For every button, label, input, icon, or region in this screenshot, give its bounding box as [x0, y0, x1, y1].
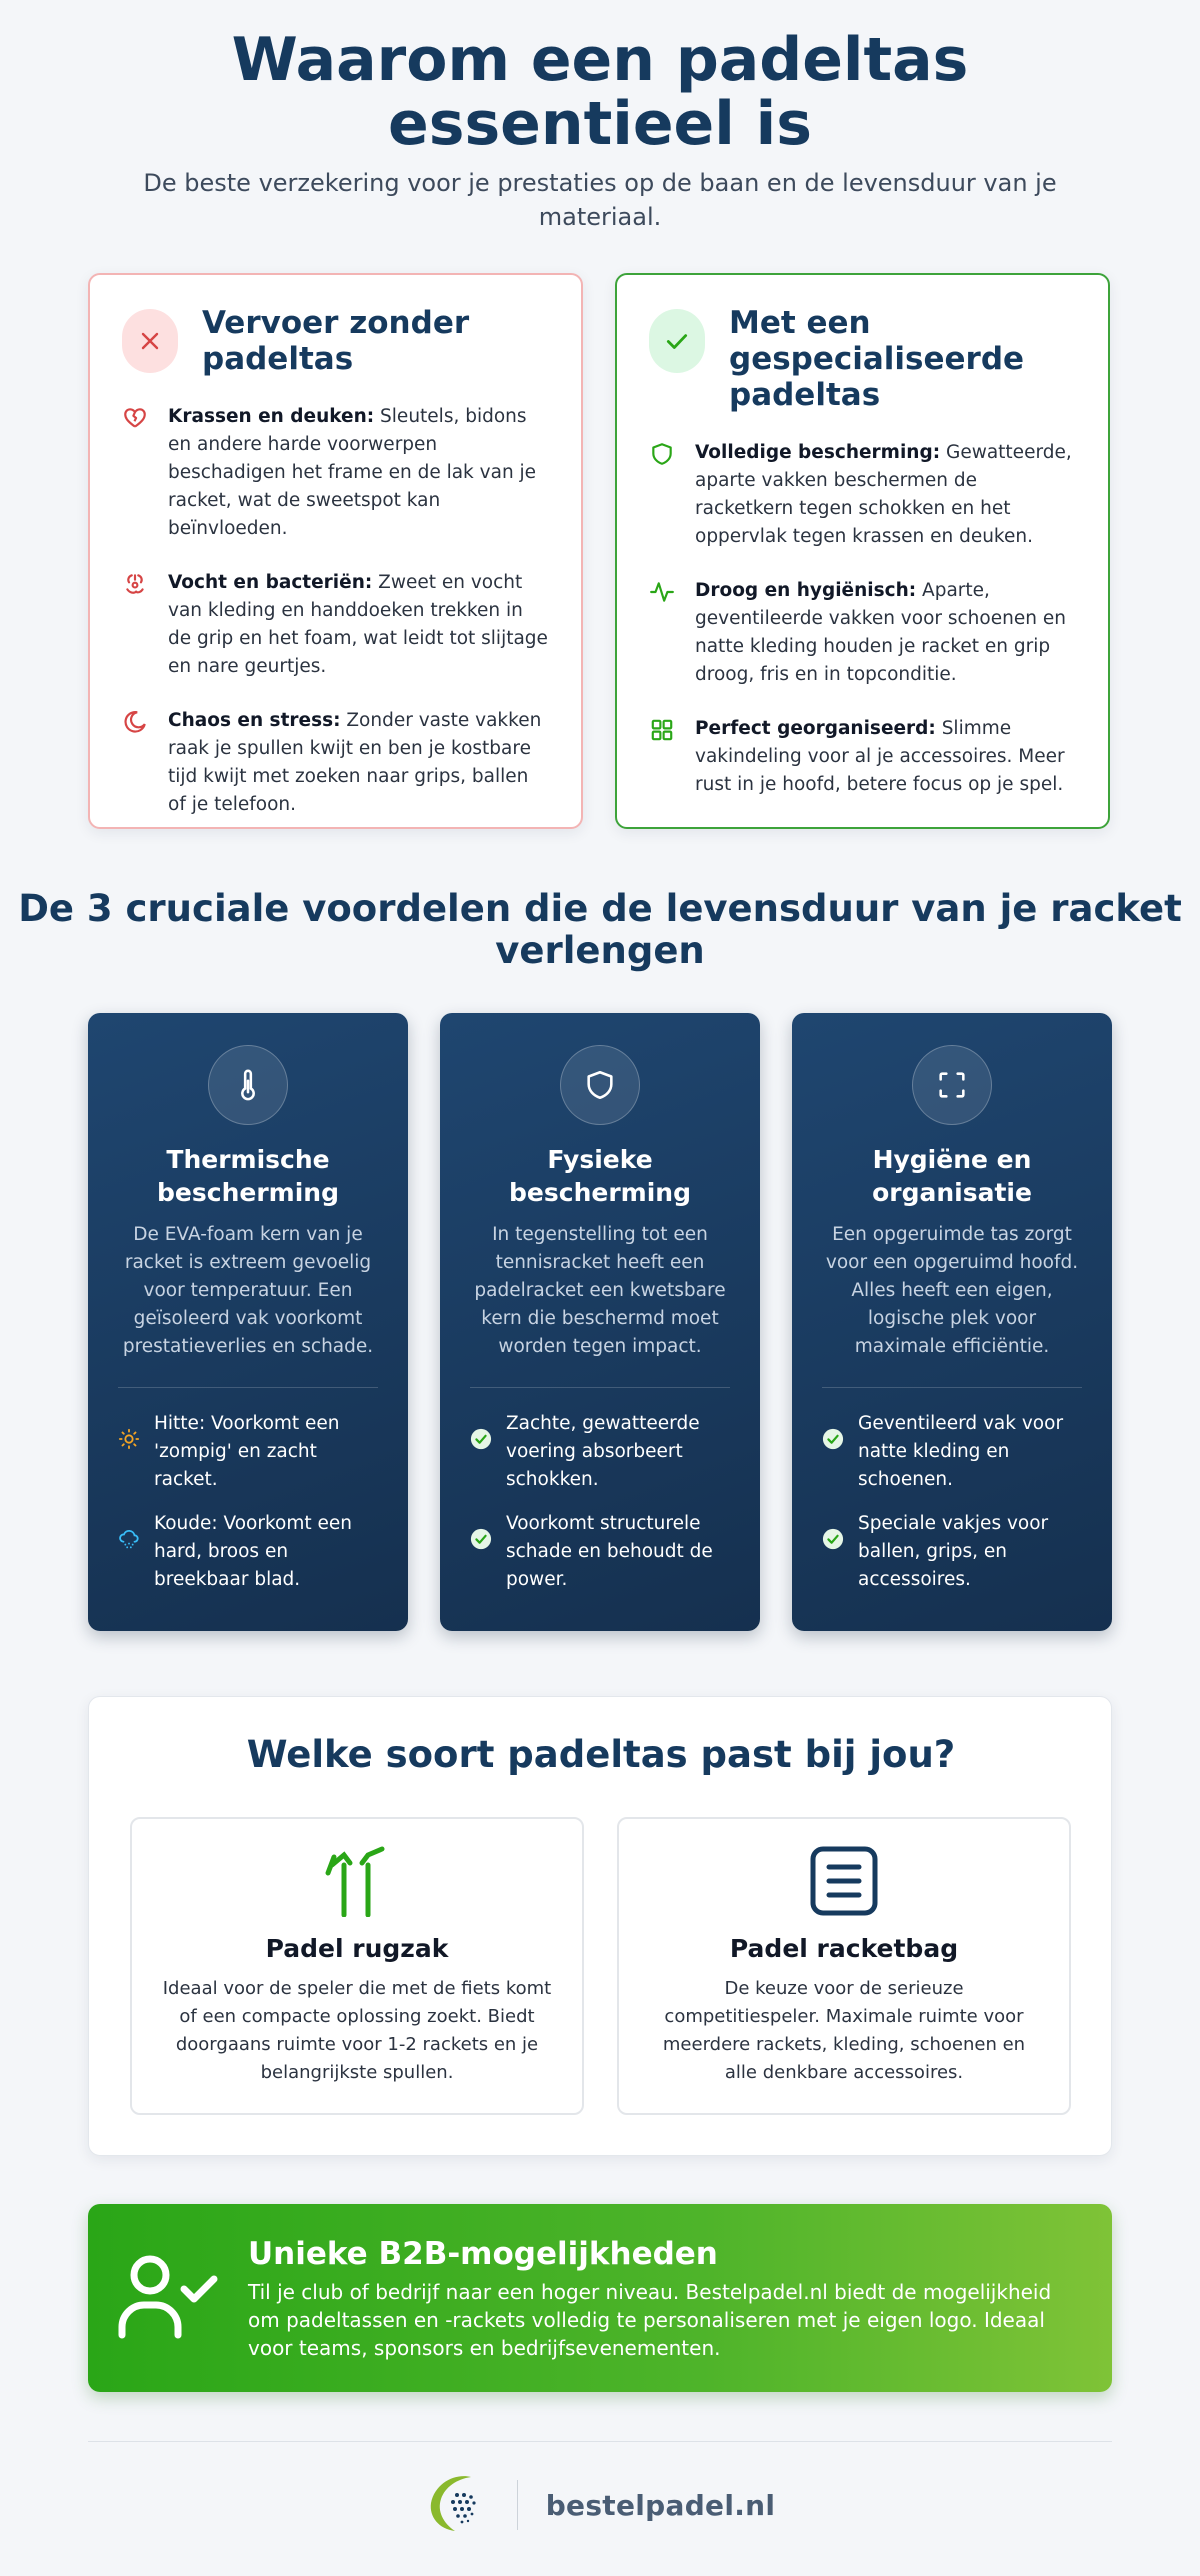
biohazard-icon — [122, 569, 150, 681]
list-item: Zachte, gewatteerde voering absorbeert schokken. — [470, 1410, 730, 1494]
benefit-title: Fysieke bescherming — [509, 1145, 691, 1207]
benefit-title: Hygiëne en organisatie — [872, 1145, 1032, 1207]
page-title: Waarom een padeltas essentieel is — [231, 25, 969, 159]
bag-type-description: De keuze voor de serieuze competitiespeler. Maximale ruimte voor meerdere rackets, kleding, schoenen en alle denkbare accessoires. — [662, 1978, 1026, 2083]
bag-type-card-backpack — [130, 1817, 584, 2115]
benefit-card-thermal — [88, 1013, 408, 1631]
benefit-description: In tegenstelling tot een tennisracket heeft een padelracket een kwetsbare kern die beschermd moet worden tegen impact. — [474, 1224, 726, 1357]
sun-icon — [118, 1410, 140, 1454]
with-bag-card — [615, 273, 1110, 829]
check-circle-icon — [822, 1410, 844, 1454]
b2b-banner — [88, 2204, 1112, 2392]
with-bag-title: Met een gespecialiseerde padeltas — [729, 305, 1025, 413]
pulse-icon — [649, 577, 677, 689]
focus-frame-icon — [912, 1045, 992, 1125]
check-circle-icon — [470, 1410, 492, 1454]
bag-type-title: Padel rugzak — [265, 1934, 449, 1963]
without-bag-title: Vervoer zonder padeltas — [202, 305, 470, 377]
benefits-section — [88, 1013, 1112, 1631]
divider — [470, 1387, 730, 1388]
brand-logo — [425, 2471, 489, 2539]
benefit-title: Thermische bescherming — [157, 1145, 339, 1207]
list-item: Koude: Voorkomt een hard, broos en breekbaar blad. — [118, 1510, 378, 1594]
benefit-card-physical — [440, 1013, 760, 1631]
list-item: Geventileerd vak voor natte kleding en schoenen. — [822, 1410, 1082, 1494]
list-item: Perfect georganiseerd: Slimme vakindeling voor al je accessoires. Meer rust in je hoofd, betere focus op je spel. — [649, 715, 1076, 799]
bag-type-card-racketbag — [617, 1817, 1071, 2115]
shield-icon — [649, 439, 677, 551]
x-icon — [122, 309, 178, 373]
divider — [822, 1387, 1082, 1388]
list-item: Krassen en deuken: Sleutels, bidons en andere harde voorwerpen beschadigen het frame en de lak van je racket, wat de sweetspot kan beïnvloeden. — [122, 403, 549, 543]
user-check-icon — [118, 2251, 218, 2345]
brand-name: bestelpadel.nl — [545, 2488, 776, 2522]
bag-type-title: Padel racketbag — [729, 1934, 959, 1963]
b2b-description: Til je club of bedrijf naar een hoger niveau. Bestelpadel.nl biedt de mogelijkheid om padeltassen en -rackets volledig te personaliseren met je eigen logo. Ideaal voor teams, sponsors en bedrijfsevenementen. — [248, 2280, 1052, 2360]
bag-types-title: Welke soort padeltas past bij jou? — [246, 1733, 956, 1776]
bag-types-section — [88, 1696, 1112, 2156]
benefits-title: De 3 cruciale voordelen die de levensduur van je racket verlengen — [18, 887, 1182, 972]
moon-icon — [122, 707, 150, 819]
footer-divider — [88, 2441, 1112, 2442]
shield-icon — [560, 1045, 640, 1125]
heart-crack-icon — [122, 403, 150, 543]
check-circle-icon — [470, 1510, 492, 1554]
comparison-section — [88, 273, 1112, 829]
benefit-description: Een opgeruimde tas zorgt voor een opgeruimd hoofd. Alles heeft een eigen, logische plek voor maximale efficiëntie. — [825, 1224, 1079, 1357]
check-circle-icon — [822, 1510, 844, 1554]
thermometer-icon — [208, 1045, 288, 1125]
list-item: Chaos en stress: Zonder vaste vakken raak je spullen kwijt en ben je kostbare tijd kwijt met zoeken naar grips, ballen of je telefoon. — [122, 707, 549, 819]
divider — [118, 1387, 378, 1388]
backpack-icon — [158, 1845, 556, 1919]
hero — [0, 0, 1200, 234]
racketbag-icon — [645, 1845, 1043, 1919]
list-item: Voorkomt structurele schade en behoudt de power. — [470, 1510, 730, 1594]
list-item: Vocht en bacteriën: Zweet en vocht van kleding en handdoeken trekken in de grip en het foam, wat leidt tot slijtage en nare geurtjes. — [122, 569, 549, 681]
footer-separator — [517, 2480, 518, 2530]
check-icon — [649, 309, 705, 373]
benefit-card-hygiene — [792, 1013, 1112, 1631]
list-item: Hitte: Voorkomt een 'zompig' en zacht racket. — [118, 1410, 378, 1494]
benefit-description: De EVA-foam kern van je racket is extreem gevoelig voor temperatuur. Een geïsoleerd vak voorkomt prestatieverlies en schade. — [122, 1224, 374, 1357]
list-item: Speciale vakjes voor ballen, grips, en accessoires. — [822, 1510, 1082, 1594]
list-item: Droog en hygiënisch: Aparte, geventileerde vakken voor schoenen en natte kleding houden je racket en grip droog, fris en in topconditie. — [649, 577, 1076, 689]
grid-icon — [649, 715, 677, 799]
without-bag-card — [88, 273, 583, 829]
page-subtitle: De beste verzekering voor je prestaties op de baan en de levensduur van je materiaal. — [143, 169, 1057, 231]
cloud-snow-icon — [118, 1510, 140, 1554]
b2b-title: Unieke B2B-mogelijkheden — [248, 2236, 718, 2272]
list-item: Volledige bescherming: Gewatteerde, aparte vakken beschermen de racketkern tegen schokken en het oppervlak tegen krassen en deuken. — [649, 439, 1076, 551]
bag-type-description: Ideaal voor de speler die met de fiets komt of een compacte oplossing zoekt. Biedt doorgaans ruimte voor 1-2 rackets en je belangrijkste spullen. — [162, 1978, 552, 2083]
footer — [0, 2470, 1200, 2540]
